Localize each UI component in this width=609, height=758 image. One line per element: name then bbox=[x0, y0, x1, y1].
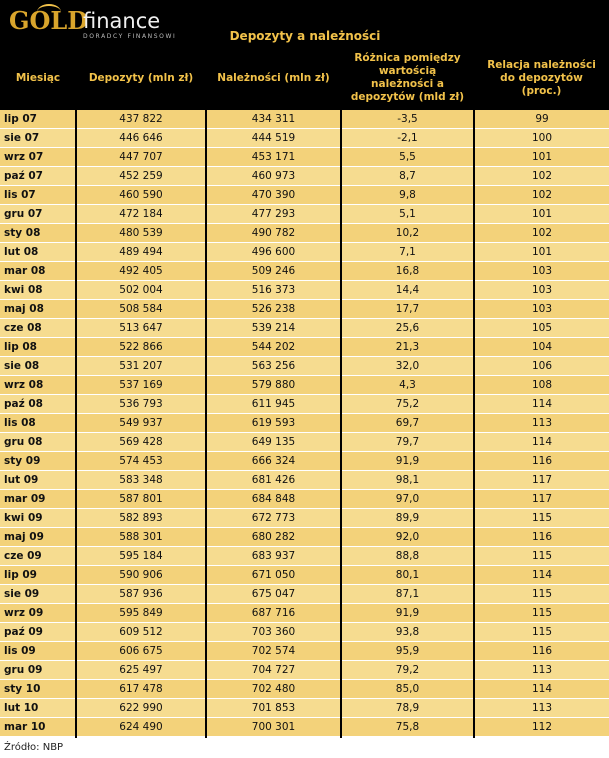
receivables-cell: 700 301 bbox=[251, 721, 296, 733]
month-cell: lis 07 bbox=[4, 189, 36, 201]
month-cell: lut 09 bbox=[4, 474, 39, 486]
table-row bbox=[0, 680, 609, 699]
month-cell: maj 08 bbox=[4, 303, 44, 315]
column-header-deposits: Depozyty (mln zł) bbox=[88, 71, 194, 84]
ratio-cell: 106 bbox=[531, 360, 553, 372]
table-body bbox=[0, 110, 609, 737]
column-header-ratio: Relacja należności do depozytów (proc.) bbox=[487, 58, 596, 97]
month-cell: lip 07 bbox=[4, 113, 37, 125]
month-cell: mar 10 bbox=[4, 721, 46, 733]
month-cell: lut 10 bbox=[4, 702, 39, 714]
deposits-cell: 624 490 bbox=[119, 721, 163, 733]
deposits-cell: 502 004 bbox=[119, 284, 163, 296]
logo-finance-text: finance bbox=[83, 9, 161, 33]
month-cell: sie 07 bbox=[4, 132, 40, 144]
table-row bbox=[0, 224, 609, 243]
month-cell: maj 09 bbox=[4, 531, 44, 543]
ratio-cell: 114 bbox=[531, 436, 553, 448]
column-header-difference: Różnica pomiędzy wartością należności a depozytów (mld zł) bbox=[350, 52, 465, 103]
receivables-cell: 619 593 bbox=[251, 417, 296, 429]
month-cell: gru 08 bbox=[4, 436, 43, 448]
difference-cell: 25,6 bbox=[395, 322, 420, 334]
table-row bbox=[0, 471, 609, 490]
deposits-cell: 536 793 bbox=[119, 398, 163, 410]
table-row bbox=[0, 528, 609, 547]
ratio-cell: 103 bbox=[531, 265, 553, 277]
month-cell: lip 09 bbox=[4, 569, 37, 581]
difference-cell: 95,9 bbox=[395, 645, 420, 657]
difference-cell: 17,7 bbox=[395, 303, 420, 315]
table-title: Depozyty a należności bbox=[229, 29, 381, 43]
difference-cell: 32,0 bbox=[395, 360, 420, 372]
table-row bbox=[0, 661, 609, 680]
receivables-cell: 434 311 bbox=[251, 113, 296, 125]
receivables-cell: 611 945 bbox=[251, 398, 296, 410]
difference-cell: 93,8 bbox=[395, 626, 420, 638]
table-row bbox=[0, 129, 609, 148]
deposits-cell: 590 906 bbox=[119, 569, 163, 581]
table-row bbox=[0, 414, 609, 433]
table-row bbox=[0, 110, 609, 129]
goldfinance-logo bbox=[9, 6, 177, 42]
table-row bbox=[0, 205, 609, 224]
logo-swoosh-icon bbox=[37, 4, 61, 20]
receivables-cell: 704 727 bbox=[251, 664, 296, 676]
table-header bbox=[0, 0, 609, 110]
logo-subtitle: DORADCY FINANSOWI bbox=[83, 33, 177, 40]
deposits-cell: 588 301 bbox=[119, 531, 163, 543]
deposits-cell: 606 675 bbox=[119, 645, 163, 657]
table-row bbox=[0, 566, 609, 585]
difference-cell: -3,5 bbox=[397, 113, 418, 125]
receivables-cell: 701 853 bbox=[251, 702, 296, 714]
difference-cell: 91,9 bbox=[395, 607, 420, 619]
difference-cell: 78,9 bbox=[395, 702, 420, 714]
difference-cell: 88,8 bbox=[395, 550, 420, 562]
difference-cell: 80,1 bbox=[395, 569, 420, 581]
deposits-cell: 492 405 bbox=[119, 265, 163, 277]
deposits-cell: 508 584 bbox=[119, 303, 163, 315]
difference-cell: 69,7 bbox=[395, 417, 420, 429]
table-row bbox=[0, 376, 609, 395]
month-cell: wrz 09 bbox=[4, 607, 44, 619]
difference-cell: 97,0 bbox=[395, 493, 420, 505]
receivables-cell: 703 360 bbox=[251, 626, 296, 638]
receivables-cell: 681 426 bbox=[251, 474, 296, 486]
deposits-cell: 625 497 bbox=[119, 664, 163, 676]
month-cell: gru 07 bbox=[4, 208, 43, 220]
month-cell: paź 09 bbox=[4, 626, 43, 638]
month-cell: sie 09 bbox=[4, 588, 40, 600]
difference-cell: 75,8 bbox=[395, 721, 420, 733]
table-row bbox=[0, 319, 609, 338]
deposits-cell: 582 893 bbox=[119, 512, 163, 524]
deposits-cell: 609 512 bbox=[119, 626, 163, 638]
receivables-cell: 470 390 bbox=[251, 189, 296, 201]
ratio-cell: 102 bbox=[531, 170, 553, 182]
deposits-cell: 569 428 bbox=[119, 436, 163, 448]
difference-cell: 16,8 bbox=[395, 265, 420, 277]
month-cell: cze 08 bbox=[4, 322, 42, 334]
receivables-cell: 544 202 bbox=[251, 341, 296, 353]
difference-cell: 10,2 bbox=[395, 227, 420, 239]
month-cell: wrz 07 bbox=[4, 151, 44, 163]
ratio-cell: 102 bbox=[531, 189, 553, 201]
difference-cell: 79,2 bbox=[395, 664, 420, 676]
column-divider bbox=[75, 110, 77, 738]
ratio-cell: 101 bbox=[531, 151, 553, 163]
deposits-cell: 480 539 bbox=[119, 227, 163, 239]
table-row bbox=[0, 642, 609, 661]
deposits-cell: 574 453 bbox=[119, 455, 163, 467]
receivables-cell: 687 716 bbox=[251, 607, 296, 619]
receivables-cell: 672 773 bbox=[251, 512, 296, 524]
table-row bbox=[0, 357, 609, 376]
ratio-cell: 115 bbox=[531, 607, 553, 619]
month-cell: sty 10 bbox=[4, 683, 41, 695]
month-cell: kwi 08 bbox=[4, 284, 43, 296]
receivables-cell: 683 937 bbox=[251, 550, 296, 562]
deposits-cell: 447 707 bbox=[119, 151, 163, 163]
table-row bbox=[0, 490, 609, 509]
receivables-cell: 666 324 bbox=[251, 455, 296, 467]
ratio-cell: 115 bbox=[531, 626, 553, 638]
ratio-cell: 99 bbox=[535, 113, 549, 125]
deposits-cell: 583 348 bbox=[119, 474, 163, 486]
month-cell: lis 09 bbox=[4, 645, 36, 657]
ratio-cell: 101 bbox=[531, 208, 553, 220]
month-cell: lip 08 bbox=[4, 341, 37, 353]
deposits-cell: 617 478 bbox=[119, 683, 163, 695]
deposits-cell: 549 937 bbox=[119, 417, 163, 429]
table-row bbox=[0, 718, 609, 737]
month-cell: lis 08 bbox=[4, 417, 36, 429]
ratio-cell: 113 bbox=[531, 417, 553, 429]
ratio-cell: 104 bbox=[531, 341, 553, 353]
receivables-cell: 702 480 bbox=[251, 683, 296, 695]
receivables-cell: 680 282 bbox=[251, 531, 296, 543]
difference-cell: 75,2 bbox=[395, 398, 420, 410]
ratio-cell: 113 bbox=[531, 702, 553, 714]
table-row bbox=[0, 300, 609, 319]
table-row bbox=[0, 186, 609, 205]
ratio-cell: 114 bbox=[531, 683, 553, 695]
ratio-cell: 103 bbox=[531, 303, 553, 315]
month-cell: paź 07 bbox=[4, 170, 43, 182]
deposits-cell: 595 849 bbox=[119, 607, 163, 619]
deposits-cell: 460 590 bbox=[119, 189, 163, 201]
difference-cell: 79,7 bbox=[395, 436, 420, 448]
ratio-cell: 114 bbox=[531, 569, 553, 581]
deposits-cell: 522 866 bbox=[119, 341, 163, 353]
ratio-cell: 116 bbox=[531, 645, 553, 657]
table-row bbox=[0, 585, 609, 604]
receivables-cell: 684 848 bbox=[251, 493, 296, 505]
ratio-cell: 112 bbox=[531, 721, 553, 733]
difference-cell: 91,9 bbox=[395, 455, 420, 467]
month-cell: mar 08 bbox=[4, 265, 46, 277]
difference-cell: 7,1 bbox=[399, 246, 416, 258]
month-cell: mar 09 bbox=[4, 493, 46, 505]
month-cell: kwi 09 bbox=[4, 512, 43, 524]
table-row bbox=[0, 281, 609, 300]
ratio-cell: 114 bbox=[531, 398, 553, 410]
ratio-cell: 103 bbox=[531, 284, 553, 296]
month-cell: gru 09 bbox=[4, 664, 43, 676]
receivables-cell: 563 256 bbox=[251, 360, 296, 372]
table-row bbox=[0, 262, 609, 281]
deposits-cell: 531 207 bbox=[119, 360, 163, 372]
deposits-cell: 622 990 bbox=[119, 702, 163, 714]
deposits-cell: 587 936 bbox=[119, 588, 163, 600]
table-row bbox=[0, 433, 609, 452]
ratio-cell: 115 bbox=[531, 512, 553, 524]
receivables-cell: 702 574 bbox=[251, 645, 296, 657]
difference-cell: 9,8 bbox=[399, 189, 416, 201]
table-row bbox=[0, 509, 609, 528]
ratio-cell: 113 bbox=[531, 664, 553, 676]
column-divider bbox=[340, 110, 342, 738]
ratio-cell: 102 bbox=[531, 227, 553, 239]
ratio-cell: 116 bbox=[531, 455, 553, 467]
receivables-cell: 539 214 bbox=[251, 322, 296, 334]
month-cell: sty 08 bbox=[4, 227, 41, 239]
table-row bbox=[0, 452, 609, 471]
ratio-cell: 117 bbox=[531, 493, 553, 505]
ratio-cell: 100 bbox=[531, 132, 553, 144]
table-row bbox=[0, 395, 609, 414]
deposits-cell: 587 801 bbox=[119, 493, 163, 505]
ratio-cell: 117 bbox=[531, 474, 553, 486]
difference-cell: -2,1 bbox=[397, 132, 418, 144]
receivables-cell: 579 880 bbox=[251, 379, 296, 391]
difference-cell: 4,3 bbox=[399, 379, 416, 391]
month-cell: wrz 08 bbox=[4, 379, 44, 391]
month-cell: sty 09 bbox=[4, 455, 41, 467]
ratio-cell: 116 bbox=[531, 531, 553, 543]
month-cell: lut 08 bbox=[4, 246, 39, 258]
deposits-cell: 489 494 bbox=[119, 246, 163, 258]
logo-gold-text: GOLD bbox=[9, 6, 89, 35]
difference-cell: 14,4 bbox=[395, 284, 420, 296]
table-row bbox=[0, 699, 609, 718]
table-row bbox=[0, 338, 609, 357]
table-row bbox=[0, 547, 609, 566]
deposits-cell: 472 184 bbox=[119, 208, 163, 220]
receivables-cell: 444 519 bbox=[251, 132, 296, 144]
table-row bbox=[0, 167, 609, 186]
month-cell: cze 09 bbox=[4, 550, 42, 562]
difference-cell: 92,0 bbox=[395, 531, 420, 543]
receivables-cell: 477 293 bbox=[251, 208, 296, 220]
difference-cell: 98,1 bbox=[395, 474, 420, 486]
ratio-cell: 101 bbox=[531, 246, 553, 258]
difference-cell: 21,3 bbox=[395, 341, 420, 353]
month-cell: sie 08 bbox=[4, 360, 40, 372]
receivables-cell: 509 246 bbox=[251, 265, 296, 277]
difference-cell: 85,0 bbox=[395, 683, 420, 695]
receivables-cell: 490 782 bbox=[251, 227, 296, 239]
deposits-cell: 452 259 bbox=[119, 170, 163, 182]
deposits-cell: 595 184 bbox=[119, 550, 163, 562]
table-row bbox=[0, 623, 609, 642]
deposits-cell: 513 647 bbox=[119, 322, 163, 334]
receivables-cell: 453 171 bbox=[251, 151, 296, 163]
difference-cell: 5,5 bbox=[399, 151, 416, 163]
table-row bbox=[0, 604, 609, 623]
column-divider bbox=[205, 110, 207, 738]
column-header-month: Miesiąc bbox=[15, 71, 61, 84]
receivables-cell: 496 600 bbox=[251, 246, 296, 258]
source-note: Źródło: NBP bbox=[4, 742, 64, 753]
ratio-cell: 115 bbox=[531, 588, 553, 600]
receivables-cell: 649 135 bbox=[251, 436, 296, 448]
column-divider bbox=[473, 110, 475, 738]
receivables-cell: 460 973 bbox=[251, 170, 296, 182]
table-row bbox=[0, 148, 609, 167]
receivables-cell: 516 373 bbox=[251, 284, 296, 296]
ratio-cell: 105 bbox=[531, 322, 553, 334]
month-cell: paź 08 bbox=[4, 398, 43, 410]
receivables-cell: 526 238 bbox=[251, 303, 296, 315]
receivables-cell: 675 047 bbox=[251, 588, 296, 600]
deposits-cell: 446 646 bbox=[119, 132, 163, 144]
difference-cell: 8,7 bbox=[399, 170, 416, 182]
ratio-cell: 115 bbox=[531, 550, 553, 562]
table-row bbox=[0, 243, 609, 262]
difference-cell: 5,1 bbox=[399, 208, 416, 220]
ratio-cell: 108 bbox=[531, 379, 553, 391]
deposits-cell: 437 822 bbox=[119, 113, 163, 125]
difference-cell: 87,1 bbox=[395, 588, 420, 600]
column-header-receivables: Należności (mln zł) bbox=[217, 71, 330, 84]
receivables-cell: 671 050 bbox=[251, 569, 296, 581]
deposits-cell: 537 169 bbox=[119, 379, 163, 391]
difference-cell: 89,9 bbox=[395, 512, 420, 524]
